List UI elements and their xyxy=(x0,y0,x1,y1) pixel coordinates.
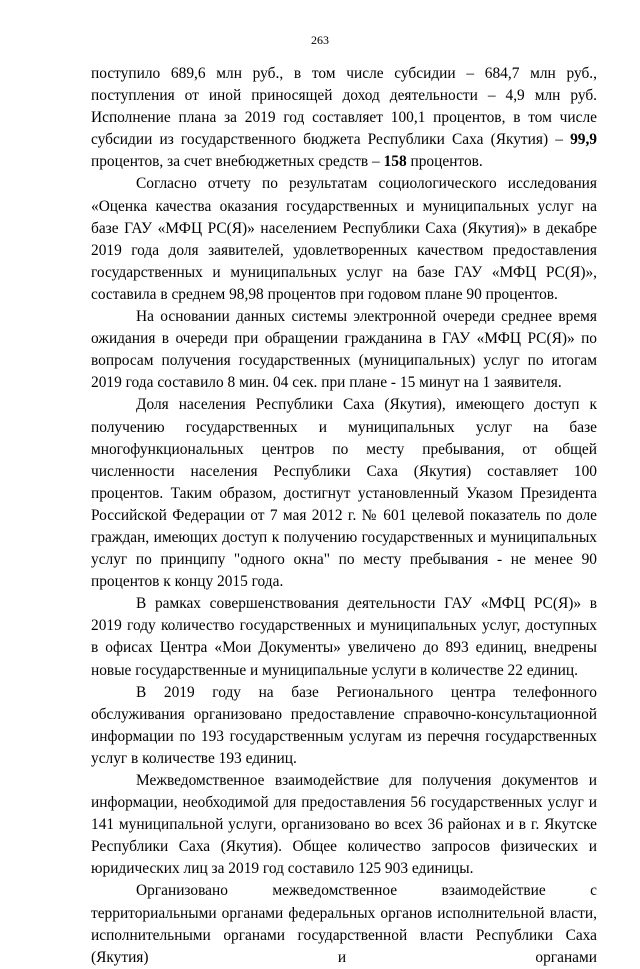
paragraph-services-count: В рамках совершенствования деятельности ГАУ «МФЦ РС(Я)» в 2019 году количество государственных и муниципальных услуг, доступных в офисах Центра «Мои Документы» увеличено до 893 единиц, внедрены новые государственные и муниципальные услуги в количестве 22 единиц. xyxy=(91,595,597,679)
paragraph-funding-text-1: поступило 689,6 млн руб., в том числе субсидии – 684,7 млн руб., поступления от иной приносящей доход деятельности – 4,9 млн руб. Исполнение плана за 2019 год составляет 100,1 процентов, в том числе субсидии из государственного бюджета Республики Саха (Якутия) – xyxy=(91,65,597,149)
paragraph-funding xyxy=(91,63,597,173)
paragraph-call-center: В 2019 году на базе Регионального центра телефонного обслуживания организовано предоставление справочно-консультационной информации по 193 государственным услугам из перечня государственных услуг в количестве 193 единиц. xyxy=(91,683,597,767)
paragraph-funding-text-3: процентов. xyxy=(406,153,483,171)
paragraph-interagency: Межведомственное взаимодействие для получения документов и информации, необходимой для предоставления 56 государственных услуг и 141 муниципальной услуги, организовано во всех 36 районах и в г. Якутске Республики Саха (Якутия). Общее количество запросов физических и юридических лиц за 2019 год составило 125 903 единицы. xyxy=(91,772,597,878)
paragraph-funding-bold-2: 158 xyxy=(383,153,407,171)
page-number: 263 xyxy=(311,33,329,47)
paragraph-funding-bold-1: 99,9 xyxy=(570,131,597,149)
body-text xyxy=(91,63,597,969)
paragraph-cooperation: Организовано межведомственное взаимодействие с территориальными органами федеральных органов исполнительной власти, исполнительными органами государственной власти Республики Саха (Якутия) и органами xyxy=(91,882,597,966)
paragraph-funding-text-2: процентов, за счет внебюджетных средств – xyxy=(91,153,384,171)
paragraph-survey: Согласно отчету по результатам социологического исследования «Оценка качества оказания государственных и муниципальных услуг на базе ГАУ «МФЦ РС(Я)» населением Республики Саха (Якутия)» в декабре 2019 года доля заявителей, удовлетворенных качеством предоставления государственных и муниципальных услуг на базе ГАУ «МФЦ РС(Я)», составила в среднем 98,98 процентов при годовом плане 90 процентов. xyxy=(91,175,597,303)
paragraph-access-share: Доля населения Республики Саха (Якутия), имеющего доступ к получению государственных и муниципальных услуг на базе многофункциональных центров по месту пребывания, от общей численности населения Республики Саха (Якутия) составляет 100 процентов. Таким образом, достигнут установленный Указом Президента Российской Федерации от 7 мая 2012 г. № 601 целевой показатель по доле граждан, имеющих доступ к получению государственных и муниципальных услуг по принципу "одного окна" по месту пребывания - не менее 90 процентов к концу 2015 года. xyxy=(91,396,597,591)
paragraph-queue: На основании данных системы электронной очереди среднее время ожидания в очереди при обращении гражданина в ГАУ «МФЦ РС(Я)» по вопросам получения государственных (муниципальных) услуг по итогам 2019 года составило 8 мин. 04 сек. при плане - 15 минут на 1 заявителя. xyxy=(91,308,597,392)
